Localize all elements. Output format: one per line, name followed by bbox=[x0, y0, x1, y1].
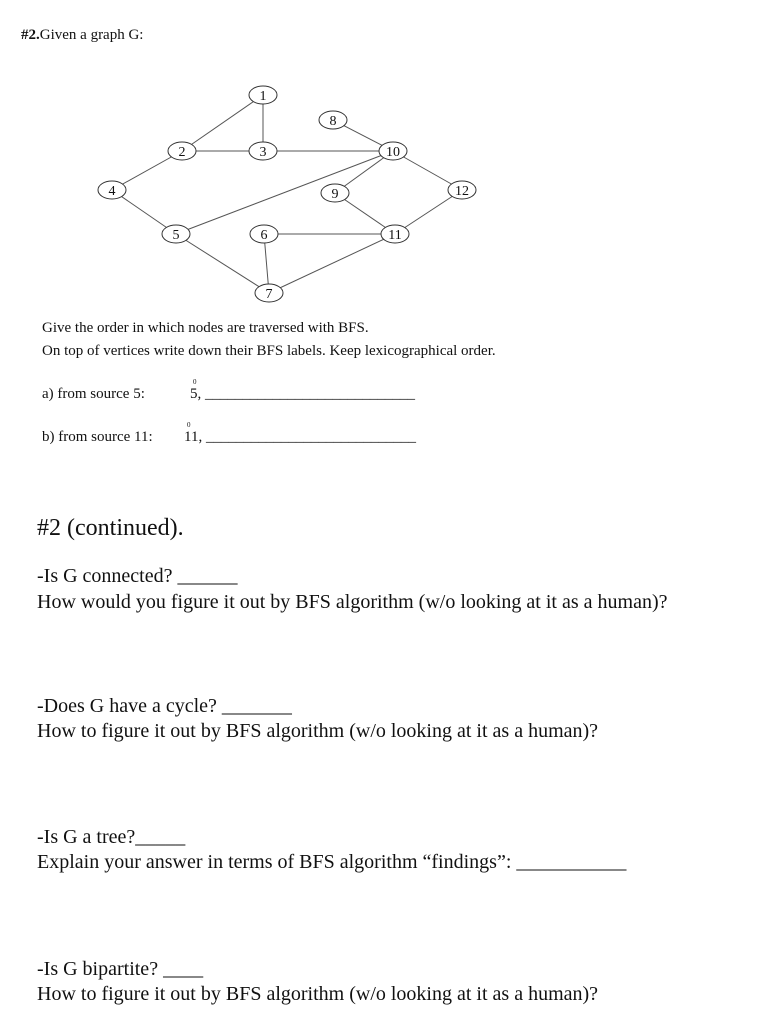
node-3 bbox=[249, 142, 277, 160]
q1-answer-blank[interactable]: ______ bbox=[177, 565, 238, 587]
q2-text: -Does G have a cycle? bbox=[37, 695, 222, 717]
q2-answer-blank[interactable]: _______ bbox=[221, 695, 292, 717]
instruction-line-1: Give the order in which nodes are traversed with BFS. bbox=[42, 320, 369, 336]
q-cycle bbox=[37, 695, 292, 718]
node-label: 11 bbox=[388, 228, 402, 243]
bfs-b-label: b) from source 11: bbox=[42, 429, 153, 445]
q-bipartite bbox=[37, 958, 203, 981]
edge-10-5 bbox=[176, 151, 393, 234]
q2-follow: How to figure it out by BFS algorithm (w/o looking at it as a human)? bbox=[37, 720, 599, 742]
instruction-line-2: On top of vertices write down their BFS labels. Keep lexicographical order. bbox=[42, 343, 496, 359]
q4-answer-blank[interactable]: ____ bbox=[163, 958, 204, 980]
bfs-b-source-label: 0 bbox=[187, 421, 191, 429]
bfs-a-start: 5 bbox=[190, 386, 198, 402]
node-label: 7 bbox=[265, 287, 273, 302]
node-label: 5 bbox=[172, 228, 180, 243]
bfs-source-5: a) from source 5: 0 5, ____________________________ bbox=[42, 378, 415, 402]
node-label: 6 bbox=[260, 228, 268, 243]
node-9 bbox=[321, 184, 349, 202]
q-connected bbox=[37, 565, 238, 588]
node-6 bbox=[250, 225, 278, 243]
bfs-source-11: b) from source 11: 0 11, ____________________________ bbox=[42, 421, 416, 445]
node-label: 10 bbox=[386, 145, 400, 160]
bfs-a-source-label: 0 bbox=[193, 378, 197, 386]
node-5 bbox=[162, 225, 190, 243]
node-4 bbox=[98, 181, 126, 199]
q-tree bbox=[37, 826, 185, 849]
node-1 bbox=[249, 86, 277, 104]
node-12 bbox=[448, 181, 476, 199]
q3-text: -Is G a tree? bbox=[37, 826, 136, 848]
node-8 bbox=[319, 111, 347, 129]
continued-title: #2 (continued). bbox=[37, 515, 184, 541]
node-label: 1 bbox=[259, 89, 267, 104]
node-label: 12 bbox=[455, 184, 469, 199]
node-7 bbox=[255, 284, 283, 302]
q3-follow bbox=[37, 851, 626, 874]
q3-answer-blank[interactable]: _____ bbox=[135, 826, 186, 848]
edge-1-2 bbox=[182, 95, 263, 151]
header-text: Given a graph G: bbox=[39, 27, 144, 43]
node-label: 3 bbox=[259, 145, 267, 160]
node-label: 9 bbox=[331, 187, 339, 202]
bfs-b-answer-blank[interactable]: ____________________________ bbox=[205, 429, 416, 445]
q4-text: -Is G bipartite? bbox=[37, 958, 164, 980]
edge-5-7 bbox=[176, 234, 269, 293]
bfs-b-start: 11 bbox=[184, 429, 199, 445]
node-label: 4 bbox=[108, 184, 116, 199]
node-10 bbox=[379, 142, 407, 160]
node-2 bbox=[168, 142, 196, 160]
node-label: 2 bbox=[178, 145, 186, 160]
bfs-a-answer-blank[interactable]: ____________________________ bbox=[205, 386, 415, 402]
q3-follow-text: Explain your answer in terms of BFS algorithm “findings”: bbox=[37, 851, 517, 873]
graph-diagram bbox=[0, 0, 757, 320]
q1-follow: How would you figure it out by BFS algorithm (w/o looking at it as a human)? bbox=[37, 591, 668, 613]
q1-text: -Is G connected? bbox=[37, 565, 178, 587]
node-11 bbox=[381, 225, 409, 243]
q4-follow: How to figure it out by BFS algorithm (w/o looking at it as a human)? bbox=[37, 983, 599, 1005]
edge-7-11 bbox=[269, 234, 395, 293]
problem-number: #2. bbox=[21, 27, 40, 43]
node-label: 8 bbox=[329, 114, 337, 129]
q3-follow-blank[interactable]: ___________ bbox=[516, 851, 627, 873]
bfs-a-label: a) from source 5: bbox=[42, 386, 145, 402]
